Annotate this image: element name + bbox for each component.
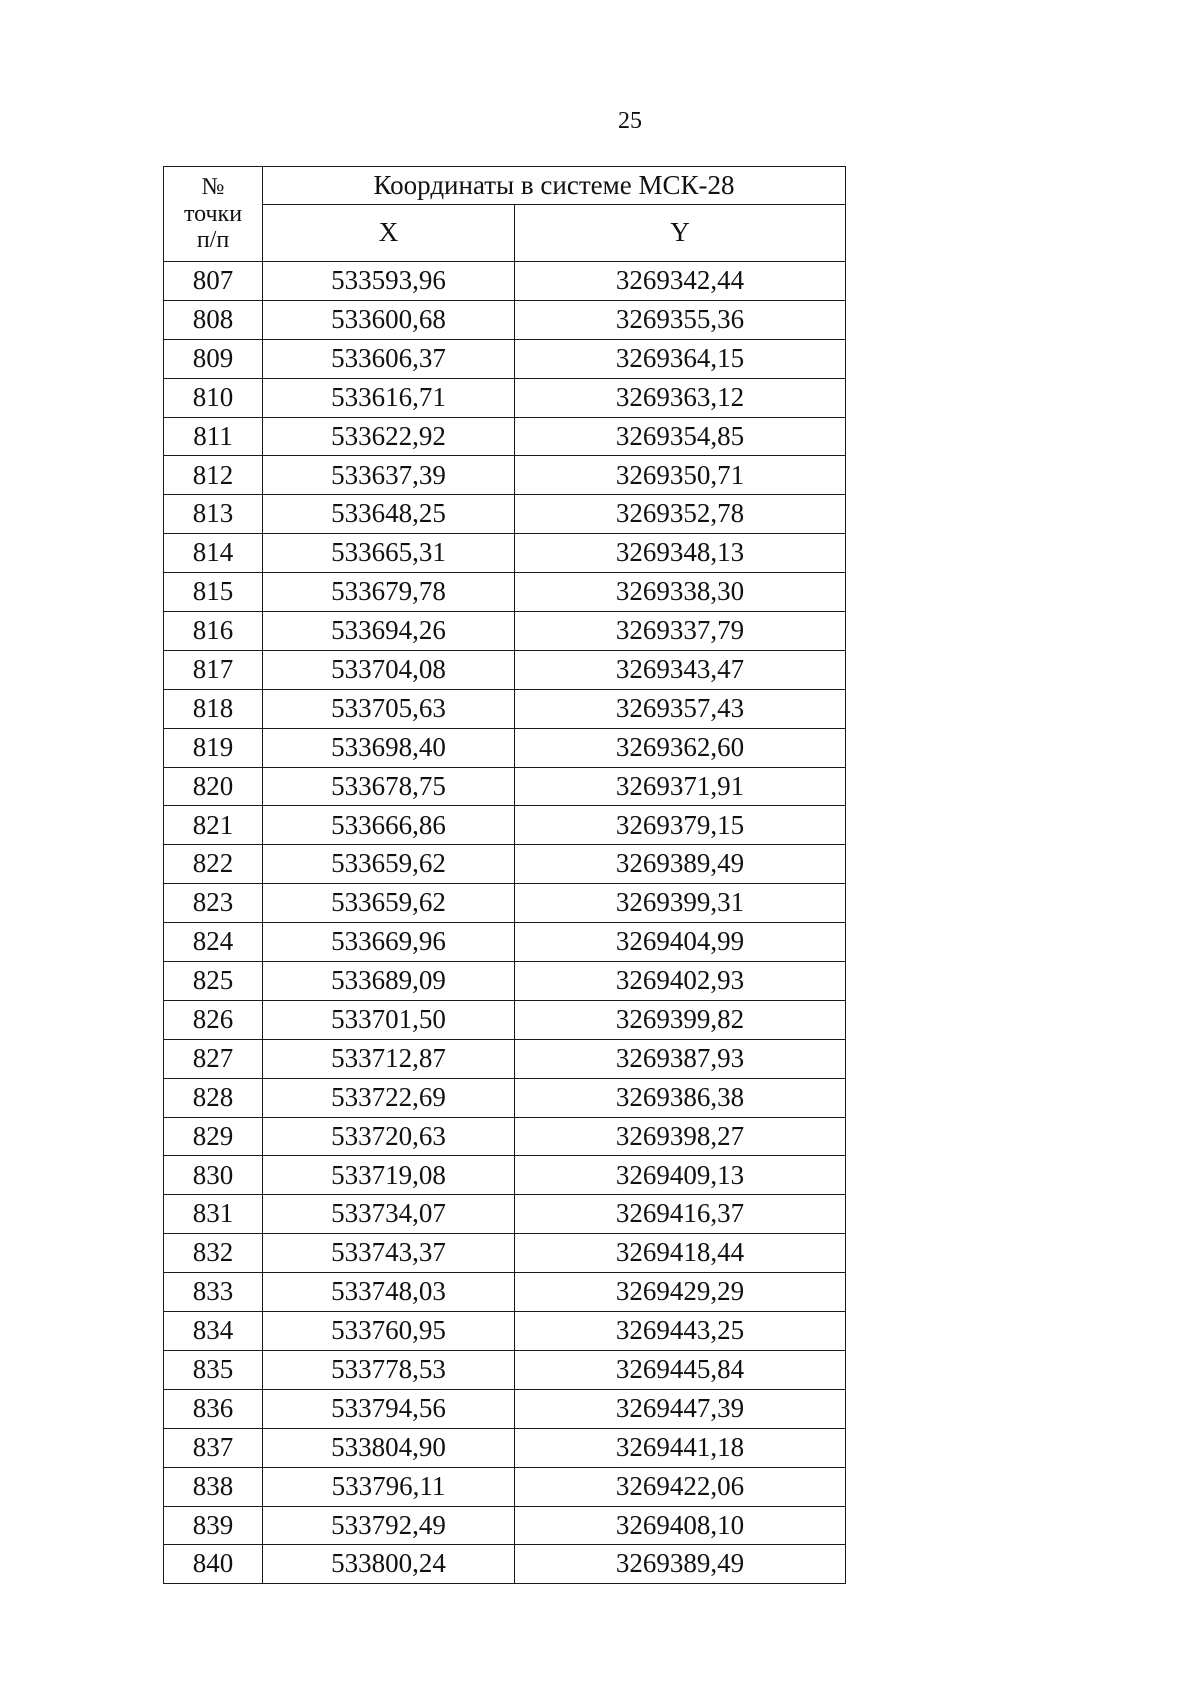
y-coordinate-cell: 3269371,91 (515, 767, 846, 806)
y-coordinate-cell: 3269354,85 (515, 417, 846, 456)
y-coordinate-cell: 3269338,30 (515, 573, 846, 612)
y-coordinate-cell: 3269364,15 (515, 339, 846, 378)
page-number: 25 (618, 108, 642, 134)
x-coordinate-cell: 533698,40 (263, 728, 515, 767)
x-coordinate-cell: 533720,63 (263, 1117, 515, 1156)
point-number-cell: 814 (164, 534, 263, 573)
point-number-cell: 831 (164, 1195, 263, 1234)
table-row (164, 378, 846, 417)
table-row (164, 689, 846, 728)
y-coordinate-cell: 3269409,13 (515, 1156, 846, 1195)
table-row (164, 962, 846, 1001)
x-coordinate-cell: 533796,11 (263, 1467, 515, 1506)
point-number-cell: 815 (164, 573, 263, 612)
y-coordinate-cell: 3269363,12 (515, 378, 846, 417)
table-row (164, 1000, 846, 1039)
y-coordinate-cell: 3269350,71 (515, 456, 846, 495)
x-coordinate-cell: 533701,50 (263, 1000, 515, 1039)
x-coordinate-cell: 533748,03 (263, 1273, 515, 1312)
table-row (164, 1039, 846, 1078)
table-row (164, 1350, 846, 1389)
point-number-cell: 826 (164, 1000, 263, 1039)
x-coordinate-cell: 533704,08 (263, 650, 515, 689)
table-row (164, 845, 846, 884)
table-row (164, 1195, 846, 1234)
table-row (164, 1117, 846, 1156)
x-coordinate-cell: 533719,08 (263, 1156, 515, 1195)
x-coordinate-cell: 533616,71 (263, 378, 515, 417)
table-row (164, 534, 846, 573)
y-coordinate-cell: 3269416,37 (515, 1195, 846, 1234)
x-coordinate-cell: 533593,96 (263, 262, 515, 301)
x-column-header: X (263, 205, 515, 262)
point-number-cell: 820 (164, 767, 263, 806)
point-number-cell: 819 (164, 728, 263, 767)
y-coordinate-cell: 3269387,93 (515, 1039, 846, 1078)
point-number-cell: 812 (164, 456, 263, 495)
table-row (164, 767, 846, 806)
table-row (164, 923, 846, 962)
table-row (164, 1078, 846, 1117)
table-row (164, 1273, 846, 1312)
y-coordinate-cell: 3269357,43 (515, 689, 846, 728)
x-coordinate-cell: 533622,92 (263, 417, 515, 456)
table-row (164, 573, 846, 612)
y-coordinate-cell: 3269447,39 (515, 1389, 846, 1428)
table-row (164, 262, 846, 301)
point-number-cell: 822 (164, 845, 263, 884)
table-row (164, 612, 846, 651)
y-coordinate-cell: 3269389,49 (515, 1545, 846, 1584)
point-number-cell: 817 (164, 650, 263, 689)
x-coordinate-cell: 533679,78 (263, 573, 515, 612)
table-row (164, 339, 846, 378)
y-coordinate-cell: 3269386,38 (515, 1078, 846, 1117)
y-coordinate-cell: 3269355,36 (515, 300, 846, 339)
x-coordinate-cell: 533760,95 (263, 1312, 515, 1351)
x-coordinate-cell: 533778,53 (263, 1350, 515, 1389)
point-number-cell: 839 (164, 1506, 263, 1545)
x-coordinate-cell: 533637,39 (263, 456, 515, 495)
x-coordinate-cell: 533659,62 (263, 845, 515, 884)
y-coordinate-cell: 3269408,10 (515, 1506, 846, 1545)
y-coordinate-cell: 3269418,44 (515, 1234, 846, 1273)
y-coordinate-cell: 3269389,49 (515, 845, 846, 884)
x-coordinate-cell: 533689,09 (263, 962, 515, 1001)
point-number-cell: 840 (164, 1545, 263, 1584)
table-row (164, 495, 846, 534)
table-row (164, 1312, 846, 1351)
table-row (164, 728, 846, 767)
table-row (164, 650, 846, 689)
point-number-cell: 808 (164, 300, 263, 339)
x-coordinate-cell: 533659,62 (263, 884, 515, 923)
point-number-cell: 821 (164, 806, 263, 845)
x-coordinate-cell: 533743,37 (263, 1234, 515, 1273)
y-coordinate-cell: 3269362,60 (515, 728, 846, 767)
table-row (164, 806, 846, 845)
point-number-cell: 824 (164, 923, 263, 962)
point-number-cell: 816 (164, 612, 263, 651)
point-number-cell: 828 (164, 1078, 263, 1117)
y-coordinate-cell: 3269402,93 (515, 962, 846, 1001)
point-number-cell: 809 (164, 339, 263, 378)
y-coordinate-cell: 3269343,47 (515, 650, 846, 689)
table-header (164, 167, 846, 262)
table-row (164, 1234, 846, 1273)
point-number-cell: 811 (164, 417, 263, 456)
x-coordinate-cell: 533794,56 (263, 1389, 515, 1428)
y-coordinate-cell: 3269445,84 (515, 1350, 846, 1389)
x-coordinate-cell: 533666,86 (263, 806, 515, 845)
point-number-header-line: № (201, 174, 225, 201)
y-coordinate-cell: 3269441,18 (515, 1428, 846, 1467)
x-coordinate-cell: 533600,68 (263, 300, 515, 339)
y-coordinate-cell: 3269429,29 (515, 1273, 846, 1312)
point-number-cell: 835 (164, 1350, 263, 1389)
table-row (164, 300, 846, 339)
y-coordinate-cell: 3269352,78 (515, 495, 846, 534)
x-coordinate-cell: 533648,25 (263, 495, 515, 534)
y-coordinate-cell: 3269422,06 (515, 1467, 846, 1506)
point-number-header-line: точки (183, 200, 243, 227)
table-row (164, 1389, 846, 1428)
point-number-cell: 823 (164, 884, 263, 923)
table-row (164, 1156, 846, 1195)
point-number-cell: 838 (164, 1467, 263, 1506)
point-number-cell: 818 (164, 689, 263, 728)
y-coordinate-cell: 3269348,13 (515, 534, 846, 573)
point-number-cell: 832 (164, 1234, 263, 1273)
point-number-cell: 837 (164, 1428, 263, 1467)
x-coordinate-cell: 533705,63 (263, 689, 515, 728)
point-number-cell: 825 (164, 962, 263, 1001)
x-coordinate-cell: 533712,87 (263, 1039, 515, 1078)
y-coordinate-cell: 3269399,31 (515, 884, 846, 923)
y-coordinate-cell: 3269337,79 (515, 612, 846, 651)
point-number-header-line: п/п (196, 227, 230, 254)
table-row (164, 884, 846, 923)
x-coordinate-cell: 533792,49 (263, 1506, 515, 1545)
point-number-cell: 810 (164, 378, 263, 417)
table-row (164, 1545, 846, 1584)
y-coordinate-cell: 3269443,25 (515, 1312, 846, 1351)
table-row (164, 1428, 846, 1467)
coordinates-table (163, 166, 846, 1584)
x-coordinate-cell: 533669,96 (263, 923, 515, 962)
x-coordinate-cell: 533694,26 (263, 612, 515, 651)
y-coordinate-cell: 3269379,15 (515, 806, 846, 845)
point-number-cell: 829 (164, 1117, 263, 1156)
table-row (164, 417, 846, 456)
x-coordinate-cell: 533734,07 (263, 1195, 515, 1234)
y-coordinate-cell: 3269404,99 (515, 923, 846, 962)
coordinates-group-header: Координаты в системе МСК-28 (263, 167, 846, 205)
table-row (164, 1467, 846, 1506)
y-column-header: Y (515, 205, 846, 262)
x-coordinate-cell: 533678,75 (263, 767, 515, 806)
point-number-cell: 834 (164, 1312, 263, 1351)
x-coordinate-cell: 533800,24 (263, 1545, 515, 1584)
y-coordinate-cell: 3269399,82 (515, 1000, 846, 1039)
point-number-cell: 830 (164, 1156, 263, 1195)
table-row (164, 456, 846, 495)
y-coordinate-cell: 3269398,27 (515, 1117, 846, 1156)
x-coordinate-cell: 533665,31 (263, 534, 515, 573)
table-row (164, 1506, 846, 1545)
x-coordinate-cell: 533722,69 (263, 1078, 515, 1117)
table-body (164, 262, 846, 1584)
point-number-header (164, 167, 263, 262)
point-number-cell: 807 (164, 262, 263, 301)
point-number-cell: 827 (164, 1039, 263, 1078)
point-number-cell: 833 (164, 1273, 263, 1312)
x-coordinate-cell: 533804,90 (263, 1428, 515, 1467)
point-number-cell: 813 (164, 495, 263, 534)
x-coordinate-cell: 533606,37 (263, 339, 515, 378)
y-coordinate-cell: 3269342,44 (515, 262, 846, 301)
point-number-cell: 836 (164, 1389, 263, 1428)
